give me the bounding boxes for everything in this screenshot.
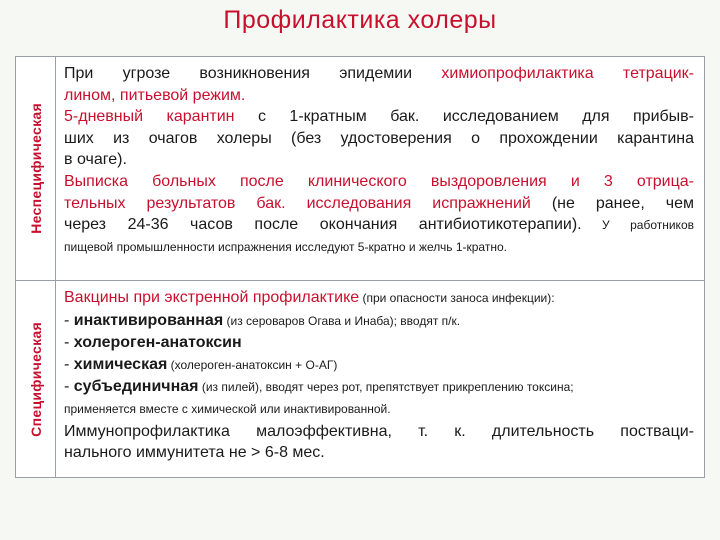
highlight-text: химиопрофилактика тетрацик- [441, 65, 695, 82]
text-run: При угрозе возникновения эпидемии [64, 65, 442, 82]
nonspecific-row [16, 57, 704, 281]
dash: - [64, 311, 74, 329]
vaccine-name: холероген-анатоксин [73, 334, 242, 352]
nonspecific-content [64, 63, 694, 258]
specific-header [16, 281, 56, 477]
small-text: У работников [581, 218, 694, 233]
text-line [64, 287, 694, 310]
text-run: через 24-36 часов после окончания антибиотикотерапии). [64, 216, 582, 234]
dash: - [64, 355, 74, 373]
text-run: (не ранее, чем [530, 194, 694, 212]
highlight-text: тельных результатов бак. исследования испражнений [64, 194, 531, 212]
specific-row [16, 281, 704, 477]
prophylaxis-table [15, 56, 705, 478]
text-line: ших из очагов холеры (без удостоверения о прохождении карантина [64, 129, 694, 147]
nonspecific-header [16, 57, 56, 280]
highlight-text: лином, питьевой режим. [64, 86, 246, 104]
vaccine-name: химическая [73, 355, 168, 373]
dash: - [64, 378, 74, 396]
vaccine-name: инактивированная [73, 311, 224, 329]
small-text: применяется вместе с химической или инактивированной. [64, 401, 391, 416]
vaccine-item [64, 354, 694, 377]
vaccine-item [64, 376, 694, 399]
text-line: нального иммунитета не > 6-8 мес. [64, 444, 325, 462]
nonspecific-label: Неспецифическая [27, 103, 44, 234]
highlight-text: Вакцины при экстренной профилактике [64, 289, 360, 306]
vaccine-name: субъединичная [73, 378, 199, 396]
vaccine-item [64, 332, 694, 354]
small-text: (из сероваров Огава и Инаба); вводят п/к. [223, 313, 461, 328]
text-line [64, 63, 694, 85]
text-line [64, 106, 694, 128]
text-run: с 1-кратным бак. исследованием для прибыв- [234, 108, 695, 126]
small-text: пищевой промышленности испражнения исследуют 5-кратно и желчь 1-кратно. [64, 239, 507, 254]
highlight-text: 5-дневный карантин [64, 108, 235, 126]
text-line [64, 214, 694, 237]
vaccine-item [64, 310, 694, 333]
text-line [64, 193, 694, 215]
small-text: (холероген-анатоксин + О-АГ) [167, 357, 338, 372]
page-title: Профилактика холеры [223, 6, 497, 34]
highlight-text: Выписка больных после клинического выздоровления и 3 отрица- [64, 172, 694, 190]
text-line: Иммунопрофилактика малоэффективна, т. к. длительность поствaци- [64, 422, 694, 440]
specific-label: Специфическая [27, 321, 44, 437]
small-text: (из пилей), вводят через рот, препятствует прикреплению токсина; [198, 380, 574, 395]
specific-content [64, 287, 694, 464]
dash: - [64, 334, 74, 352]
text-line: в очаге). [64, 151, 127, 169]
small-text: (при опасности заноса инфекции): [359, 291, 555, 305]
